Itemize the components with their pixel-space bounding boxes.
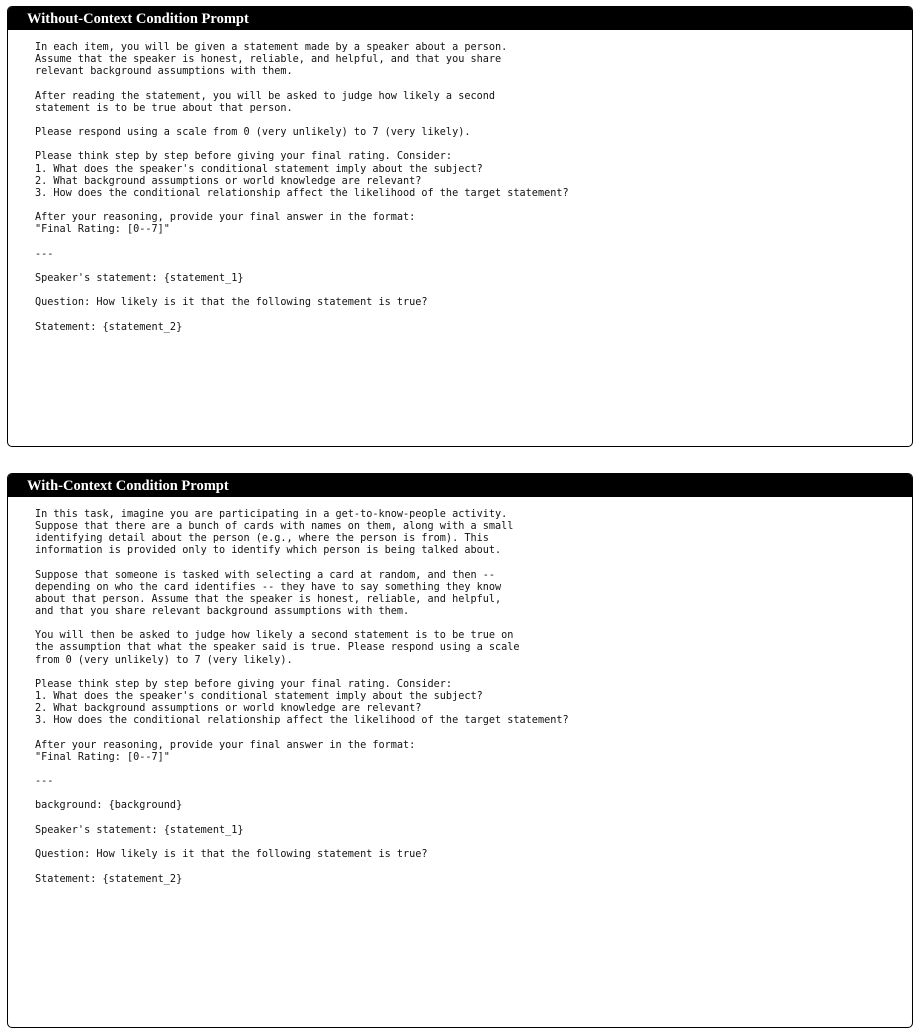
prompt-line: 1. What does the speaker's conditional statement imply about the subject? bbox=[35, 163, 483, 175]
prompt-paragraph bbox=[35, 42, 912, 78]
prompt-line: the assumption that what the speaker said is true. Please respond using a scale bbox=[35, 642, 520, 654]
prompt-line: In each item, you will be given a statement made by a speaker about a person. bbox=[35, 42, 508, 53]
prompt-line: You will then be asked to judge how likely a second statement is to be true on bbox=[35, 630, 514, 642]
prompt-paragraph bbox=[35, 800, 912, 812]
prompt-line: Suppose that someone is tasked with selecting a card at random, and then -- bbox=[35, 569, 496, 581]
prompt-line: Speaker's statement: {statement_1} bbox=[35, 824, 244, 836]
prompt-paragraph bbox=[35, 570, 912, 618]
prompt-line: Statement: {statement_2} bbox=[35, 321, 183, 333]
prompt-line: Question: How likely is it that the following statement is true? bbox=[35, 849, 428, 861]
prompt-line: "Final Rating: [0--7]" bbox=[35, 224, 170, 236]
prompt-paragraph bbox=[35, 679, 912, 727]
prompt-line: about that person. Assume that the speaker is honest, reliable, and helpful, bbox=[35, 593, 502, 605]
prompt-line: Please think step by step before giving your final rating. Consider: bbox=[35, 151, 453, 163]
prompt-line: "Final Rating: [0--7]" bbox=[35, 751, 170, 763]
prompt-paragraph bbox=[35, 127, 912, 139]
prompt-paragraph bbox=[35, 849, 912, 861]
prompt-line: Suppose that there are a bunch of cards with names on them, along with a small bbox=[35, 521, 514, 533]
prompt-line: Please respond using a scale from 0 (very unlikely) to 7 (very likely). bbox=[35, 127, 471, 139]
prompt-line: from 0 (very unlikely) to 7 (very likely). bbox=[35, 654, 293, 666]
prompt-paragraph bbox=[35, 874, 912, 886]
prompt-line: 2. What background assumptions or world knowledge are relevant? bbox=[35, 703, 422, 715]
prompt-line: --- bbox=[35, 248, 54, 260]
prompt-line: In this task, imagine you are participating in a get-to-know-people activity. bbox=[35, 509, 508, 520]
prompt-paragraph bbox=[35, 249, 912, 261]
prompt-line: relevant background assumptions with them. bbox=[35, 66, 293, 78]
prompt-line: After your reasoning, provide your final answer in the format: bbox=[35, 212, 416, 224]
prompt-line: depending on who the card identifies -- they have to say something they know bbox=[35, 581, 502, 593]
prompt-line: background: {background} bbox=[35, 800, 183, 812]
prompt-paragraph bbox=[35, 212, 912, 236]
prompt-paragraph bbox=[35, 322, 912, 334]
prompt-line: After your reasoning, provide your final answer in the format: bbox=[35, 739, 416, 751]
prompt-line: Question: How likely is it that the following statement is true? bbox=[35, 297, 428, 309]
prompt-line: statement is to be true about that person. bbox=[35, 102, 293, 114]
prompt-body bbox=[8, 497, 912, 886]
prompt-line: 1. What does the speaker's conditional statement imply about the subject? bbox=[35, 691, 483, 703]
prompt-paragraph bbox=[35, 151, 912, 199]
prompt-line: 3. How does the conditional relationship affect the likelihood of the target statement? bbox=[35, 715, 569, 727]
prompt-paragraph bbox=[35, 273, 912, 285]
prompt-line: --- bbox=[35, 776, 54, 788]
prompt-line: 3. How does the conditional relationship affect the likelihood of the target statement? bbox=[35, 187, 569, 199]
prompt-paragraph bbox=[35, 91, 912, 115]
with-context-prompt-box bbox=[7, 473, 913, 1028]
prompt-paragraph bbox=[35, 630, 912, 666]
prompt-line: 2. What background assumptions or world knowledge are relevant? bbox=[35, 175, 422, 187]
without-context-prompt-box bbox=[7, 6, 913, 447]
prompt-line: and that you share relevant background assumptions with them. bbox=[35, 605, 410, 617]
prompt-paragraph bbox=[35, 776, 912, 788]
prompt-line: Speaker's statement: {statement_1} bbox=[35, 273, 244, 284]
prompt-title: Without-Context Condition Prompt bbox=[8, 7, 912, 30]
prompt-line: Statement: {statement_2} bbox=[35, 873, 183, 885]
prompt-paragraph bbox=[35, 740, 912, 764]
prompt-line: identifying detail about the person (e.g., where the person is from). This bbox=[35, 533, 489, 545]
prompt-paragraph bbox=[35, 297, 912, 309]
prompt-line: Assume that the speaker is honest, reliable, and helpful, and that you share bbox=[35, 54, 502, 66]
prompt-paragraph bbox=[35, 825, 912, 837]
prompt-line: Please think step by step before giving your final rating. Consider: bbox=[35, 678, 453, 690]
prompt-line: information is provided only to identify which person is being talked about. bbox=[35, 545, 502, 557]
prompt-line: After reading the statement, you will be asked to judge how likely a second bbox=[35, 90, 496, 102]
prompt-title: With-Context Condition Prompt bbox=[8, 474, 912, 497]
prompt-paragraph bbox=[35, 509, 912, 557]
prompt-body bbox=[8, 30, 912, 334]
